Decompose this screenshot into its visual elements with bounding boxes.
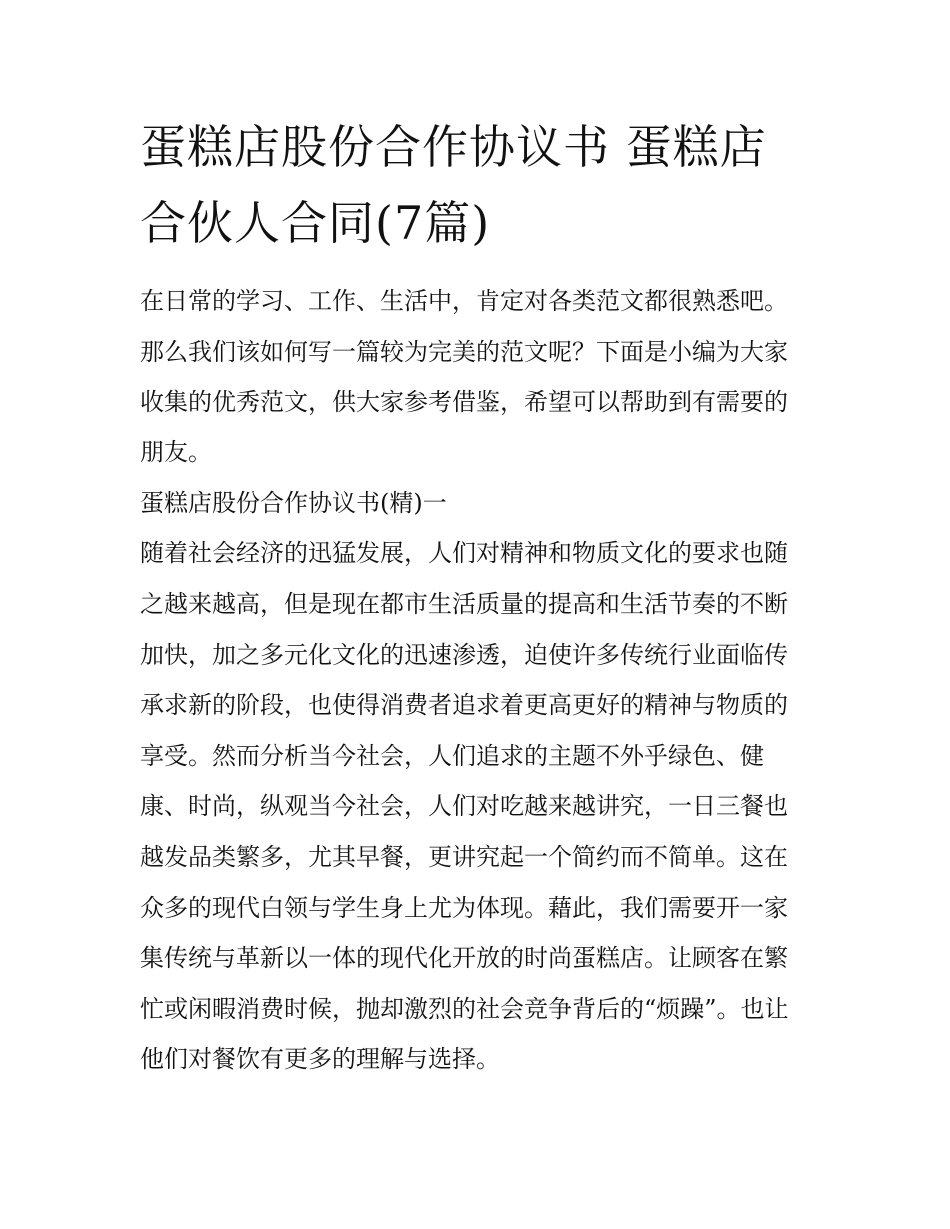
section-line-7: 越发品类繁多，尤其早餐，更讲究起一个简约而不简单。这在: [140, 843, 788, 871]
section-heading: 蛋糕店股份合作协议书(精)一: [140, 489, 447, 517]
section-line-3: 加快，加之多元化文化的迅速渗透，迫使许多传统行业面临传: [140, 641, 788, 669]
section-line-11: 他们对餐饮有更多的理解与选择。: [140, 1045, 500, 1073]
intro-line-1: 在日常的学习、工作、生活中，肯定对各类范文都很熟悉吧。: [140, 287, 788, 315]
document-title-line-1: 蛋糕店股份合作协议书 蛋糕店: [140, 120, 767, 174]
section-line-4: 承求新的阶段，也使得消费者追求着更高更好的精神与物质的: [140, 691, 788, 719]
intro-line-3: 收集的优秀范文，供大家参考借鉴，希望可以帮助到有需要的: [140, 388, 788, 416]
section-line-9: 集传统与革新以一体的现代化开放的时尚蛋糕店。让顾客在繁: [140, 944, 788, 972]
section-line-2: 之越来越高，但是现在都市生活质量的提高和生活节奏的不断: [140, 590, 788, 618]
section-line-5: 享受。然而分析当今社会，人们追求的主题不外乎绿色、健: [140, 742, 764, 770]
section-line-8: 众多的现代白领与学生身上尤为体现。藉此，我们需要开一家: [140, 894, 788, 922]
document-title-line-2: 合伙人合同(7篇): [140, 196, 491, 250]
intro-line-4: 朋友。: [140, 438, 212, 466]
section-line-1: 随着社会经济的迅猛发展，人们对精神和物质文化的要求也随: [140, 539, 788, 567]
section-line-6: 康、时尚，纵观当今社会，人们对吃越来越讲究，一日三餐也: [140, 792, 788, 820]
section-line-10: 忙或闲暇消费时候，抛却激烈的社会竞争背后的“烦躁”。也让: [140, 995, 789, 1023]
intro-line-2: 那么我们该如何写一篇较为完美的范文呢？下面是小编为大家: [140, 338, 788, 366]
